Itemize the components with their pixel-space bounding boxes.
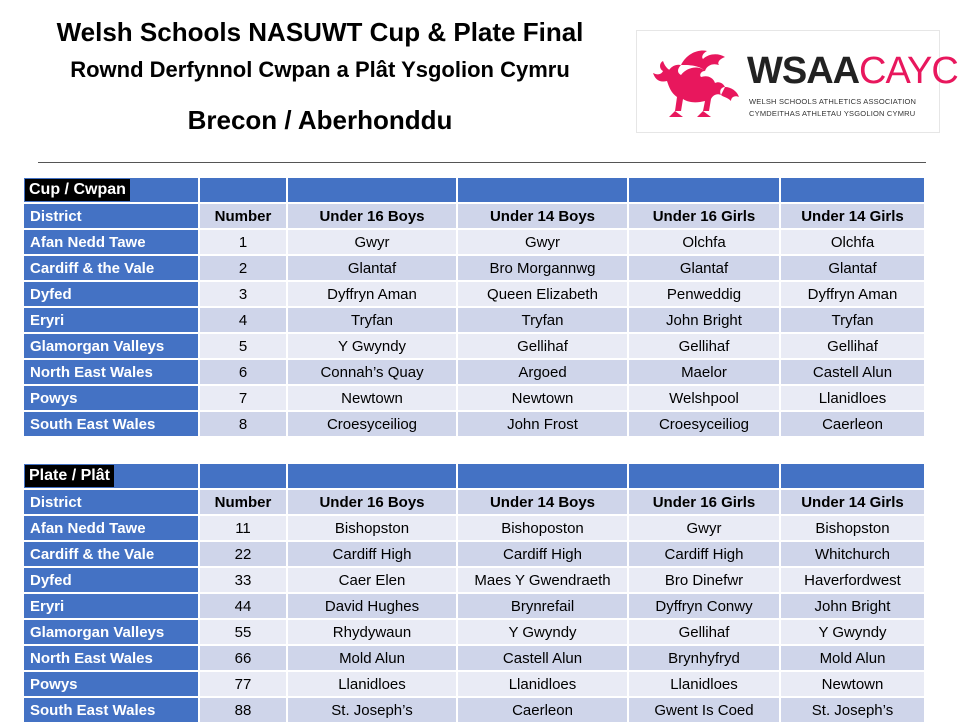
school-cell: Newtown bbox=[781, 672, 924, 696]
school-cell: Newtown bbox=[288, 386, 456, 410]
school-cell: Gellihaf bbox=[629, 620, 779, 644]
district-cell: North East Wales bbox=[24, 360, 198, 384]
school-cell: Bro Dinefwr bbox=[629, 568, 779, 592]
school-cell: Llanidloes bbox=[781, 386, 924, 410]
number-cell: 88 bbox=[200, 698, 286, 722]
school-cell: Mold Alun bbox=[781, 646, 924, 670]
table-row bbox=[24, 360, 924, 384]
school-cell: Llanidloes bbox=[288, 672, 456, 696]
table-row bbox=[24, 334, 924, 358]
school-cell: Connah’s Quay bbox=[288, 360, 456, 384]
table-row bbox=[24, 282, 924, 306]
district-cell: Glamorgan Valleys bbox=[24, 334, 198, 358]
school-cell: Dyffryn Aman bbox=[781, 282, 924, 306]
school-cell: John Bright bbox=[629, 308, 779, 332]
section-empty-cell bbox=[629, 178, 779, 202]
school-cell: Queen Elizabeth bbox=[458, 282, 627, 306]
district-cell: Powys bbox=[24, 672, 198, 696]
school-cell: Cardiff High bbox=[458, 542, 627, 566]
page-title: Welsh Schools NASUWT Cup & Plate Final bbox=[56, 17, 584, 47]
number-cell: 3 bbox=[200, 282, 286, 306]
school-cell: Bishopston bbox=[288, 516, 456, 540]
table-row bbox=[24, 672, 924, 696]
column-header: District bbox=[24, 490, 198, 514]
school-cell: Bishoposton bbox=[458, 516, 627, 540]
school-cell: Haverfordwest bbox=[781, 568, 924, 592]
district-cell: South East Wales bbox=[24, 412, 198, 436]
school-cell: Gwyr bbox=[629, 516, 779, 540]
number-cell: 2 bbox=[200, 256, 286, 280]
section-empty-cell bbox=[781, 464, 924, 488]
district-cell: Afan Nedd Tawe bbox=[24, 230, 198, 254]
number-cell: 4 bbox=[200, 308, 286, 332]
column-header: Under 16 Boys bbox=[288, 490, 456, 514]
school-cell: Maelor bbox=[629, 360, 779, 384]
table-row bbox=[24, 386, 924, 410]
column-header: Under 16 Girls bbox=[629, 490, 779, 514]
district-cell: Glamorgan Valleys bbox=[24, 620, 198, 644]
school-cell: St. Joseph’s bbox=[288, 698, 456, 722]
section-label: Cup / Cwpan bbox=[25, 179, 130, 201]
school-cell: Glantaf bbox=[288, 256, 456, 280]
district-cell: Afan Nedd Tawe bbox=[24, 516, 198, 540]
number-cell: 77 bbox=[200, 672, 286, 696]
school-cell: Castell Alun bbox=[458, 646, 627, 670]
section-label: Plate / Plât bbox=[25, 465, 114, 487]
number-cell: 22 bbox=[200, 542, 286, 566]
school-cell: Mold Alun bbox=[288, 646, 456, 670]
section-empty-cell bbox=[458, 178, 627, 202]
column-header: District bbox=[24, 204, 198, 228]
table-row bbox=[24, 412, 924, 436]
column-header: Under 16 Girls bbox=[629, 204, 779, 228]
table-row bbox=[24, 646, 924, 670]
table-row bbox=[24, 568, 924, 592]
school-cell: Brynrefail bbox=[458, 594, 627, 618]
school-cell: John Bright bbox=[781, 594, 924, 618]
number-cell: 8 bbox=[200, 412, 286, 436]
school-cell: Rhydywaun bbox=[288, 620, 456, 644]
school-cell: Glantaf bbox=[781, 256, 924, 280]
section-label-cell bbox=[24, 178, 198, 202]
welsh-dragon-icon bbox=[647, 41, 743, 123]
venue-title: Brecon / Aberhonddu bbox=[187, 105, 453, 135]
school-cell: Bro Morgannwg bbox=[458, 256, 627, 280]
school-cell: Brynhyfryd bbox=[629, 646, 779, 670]
column-header: Under 14 Girls bbox=[781, 490, 924, 514]
column-header: Under 16 Boys bbox=[288, 204, 456, 228]
school-cell: Penweddig bbox=[629, 282, 779, 306]
school-cell: Gwyr bbox=[288, 230, 456, 254]
logo-caption-welsh: CYMDEITHAS ATHLETAU YSGOLION CYMRU bbox=[749, 109, 916, 118]
table-row bbox=[24, 516, 924, 540]
school-cell: Y Gwyndy bbox=[288, 334, 456, 358]
school-cell: Y Gwyndy bbox=[458, 620, 627, 644]
school-cell: Olchfa bbox=[629, 230, 779, 254]
school-cell: Dyffryn Conwy bbox=[629, 594, 779, 618]
column-header: Under 14 Boys bbox=[458, 204, 627, 228]
school-cell: Whitchurch bbox=[781, 542, 924, 566]
school-cell: Caerleon bbox=[458, 698, 627, 722]
wsaa-logo bbox=[636, 30, 958, 133]
school-cell: Newtown bbox=[458, 386, 627, 410]
section-header-row bbox=[24, 464, 924, 488]
section-empty-cell bbox=[200, 464, 286, 488]
column-header: Under 14 Boys bbox=[458, 490, 627, 514]
school-cell: Llanidloes bbox=[629, 672, 779, 696]
school-cell: Cardiff High bbox=[629, 542, 779, 566]
number-cell: 44 bbox=[200, 594, 286, 618]
district-cell: Cardiff & the Vale bbox=[24, 542, 198, 566]
school-cell: Cardiff High bbox=[288, 542, 456, 566]
section-empty-cell bbox=[288, 178, 456, 202]
school-cell: Croesyceiliog bbox=[288, 412, 456, 436]
school-cell: Gwyr bbox=[458, 230, 627, 254]
school-cell: Gellihaf bbox=[629, 334, 779, 358]
district-cell: Eryri bbox=[24, 308, 198, 332]
district-cell: Eryri bbox=[24, 594, 198, 618]
district-cell: Cardiff & the Vale bbox=[24, 256, 198, 280]
table-row bbox=[24, 230, 924, 254]
school-cell: Caer Elen bbox=[288, 568, 456, 592]
district-cell: Dyfed bbox=[24, 282, 198, 306]
school-cell: Castell Alun bbox=[781, 360, 924, 384]
column-header-row bbox=[24, 204, 924, 228]
table-row bbox=[24, 256, 924, 280]
number-cell: 55 bbox=[200, 620, 286, 644]
table-row bbox=[24, 308, 924, 332]
number-cell: 1 bbox=[200, 230, 286, 254]
school-cell: Croesyceiliog bbox=[629, 412, 779, 436]
plate-table bbox=[22, 462, 926, 724]
page-subtitle-welsh: Rownd Derfynnol Cwpan a Plât Ysgolion Cymru bbox=[70, 57, 570, 82]
column-header: Number bbox=[200, 204, 286, 228]
table-row bbox=[24, 542, 924, 566]
table-row bbox=[24, 620, 924, 644]
number-cell: 6 bbox=[200, 360, 286, 384]
logo-wordmark-cayc: CAYC bbox=[859, 50, 958, 92]
school-cell: Tryfan bbox=[458, 308, 627, 332]
school-cell: Gellihaf bbox=[458, 334, 627, 358]
school-cell: Olchfa bbox=[781, 230, 924, 254]
number-cell: 33 bbox=[200, 568, 286, 592]
school-cell: Argoed bbox=[458, 360, 627, 384]
logo-caption-english: WELSH SCHOOLS ATHLETICS ASSOCIATION bbox=[749, 97, 917, 106]
section-empty-cell bbox=[781, 178, 924, 202]
table-row bbox=[24, 698, 924, 722]
column-header-row bbox=[24, 490, 924, 514]
school-cell: Tryfan bbox=[781, 308, 924, 332]
school-cell: John Frost bbox=[458, 412, 627, 436]
number-cell: 11 bbox=[200, 516, 286, 540]
school-cell: Gellihaf bbox=[781, 334, 924, 358]
school-cell: Y Gwyndy bbox=[781, 620, 924, 644]
column-header: Number bbox=[200, 490, 286, 514]
section-empty-cell bbox=[200, 178, 286, 202]
number-cell: 66 bbox=[200, 646, 286, 670]
section-label-cell bbox=[24, 464, 198, 488]
district-cell: North East Wales bbox=[24, 646, 198, 670]
logo-wordmark-wsaa: WSAA bbox=[747, 50, 860, 92]
section-empty-cell bbox=[458, 464, 627, 488]
school-cell: Tryfan bbox=[288, 308, 456, 332]
school-cell: Dyffryn Aman bbox=[288, 282, 456, 306]
number-cell: 7 bbox=[200, 386, 286, 410]
cup-table bbox=[22, 176, 926, 438]
school-cell: Maes Y Gwendraeth bbox=[458, 568, 627, 592]
school-cell: David Hughes bbox=[288, 594, 456, 618]
header-divider bbox=[38, 162, 926, 163]
column-header: Under 14 Girls bbox=[781, 204, 924, 228]
school-cell: Llanidloes bbox=[458, 672, 627, 696]
school-cell: St. Joseph’s bbox=[781, 698, 924, 722]
district-cell: Dyfed bbox=[24, 568, 198, 592]
number-cell: 5 bbox=[200, 334, 286, 358]
district-cell: South East Wales bbox=[24, 698, 198, 722]
table-row bbox=[24, 594, 924, 618]
district-cell: Powys bbox=[24, 386, 198, 410]
school-cell: Gwent Is Coed bbox=[629, 698, 779, 722]
school-cell: Welshpool bbox=[629, 386, 779, 410]
section-header-row bbox=[24, 178, 924, 202]
school-cell: Glantaf bbox=[629, 256, 779, 280]
section-empty-cell bbox=[288, 464, 456, 488]
section-empty-cell bbox=[629, 464, 779, 488]
school-cell: Bishopston bbox=[781, 516, 924, 540]
school-cell: Caerleon bbox=[781, 412, 924, 436]
